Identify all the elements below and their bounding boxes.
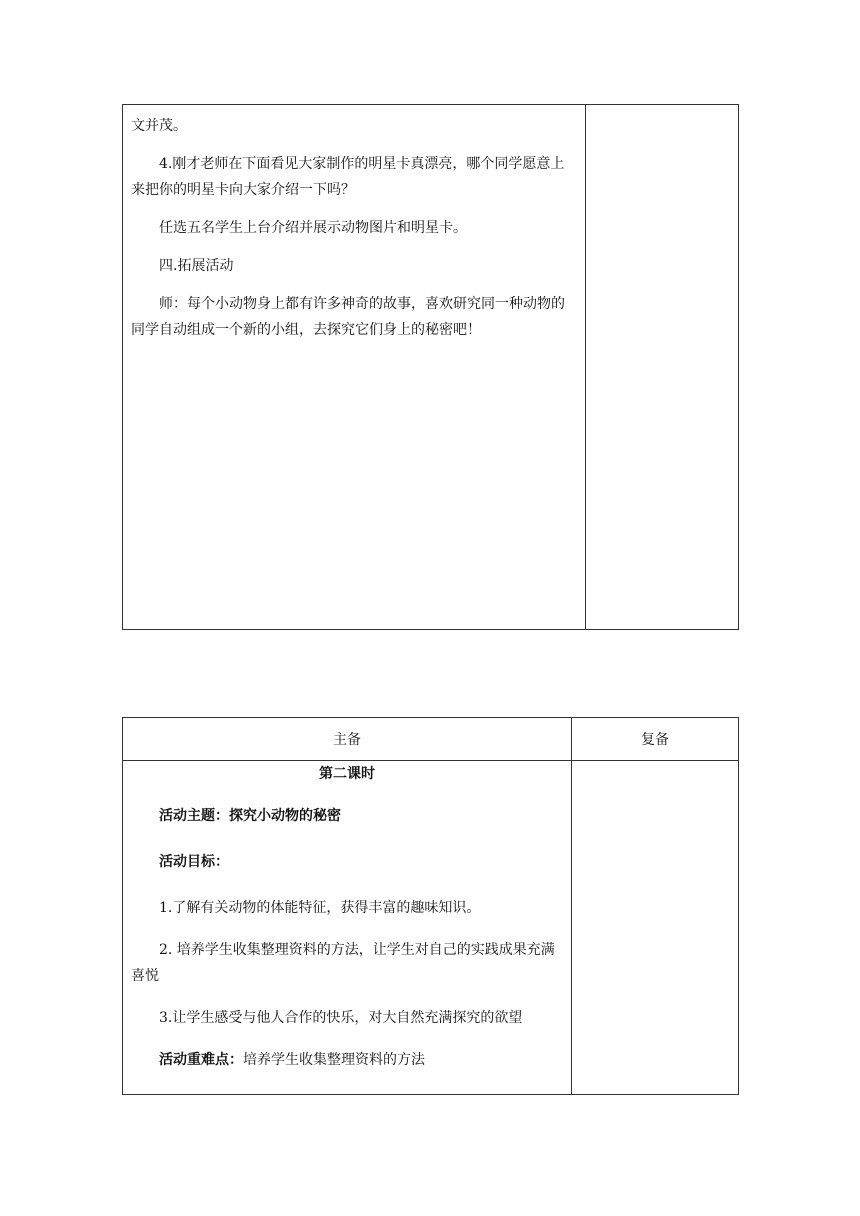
section-heading-extension: 四.拓展活动 xyxy=(159,258,234,274)
lesson-plan-table xyxy=(122,717,739,1095)
review-notes-cell xyxy=(586,105,739,630)
paragraph-teacher-remarks: 师：每个小动物身上都有许多神奇的故事，喜欢研究同一种动物的同学自动组成一个新的小组，去探究它们身上的秘密吧！ xyxy=(131,296,565,338)
key-point-text: 培养学生收集整理资料的方法 xyxy=(243,1052,425,1068)
header-review-preparer: 复备 xyxy=(572,718,739,761)
review-notes-cell xyxy=(572,761,739,1095)
main-content-cell xyxy=(123,761,572,1095)
activity-theme: 活动主题：探究小动物的秘密 xyxy=(159,808,341,824)
goal-item-1: 1.了解有关动物的体能特征，获得丰富的趣味知识。 xyxy=(159,900,481,916)
lesson-title: 第二课时 xyxy=(319,766,375,782)
paragraph-ending: 文并茂。 xyxy=(131,118,187,134)
header-main-preparer: 主备 xyxy=(123,718,572,761)
goal-item-2: 2. 培养学生收集整理资料的方法，让学生对自己的实践成果充满喜悦 xyxy=(131,942,555,984)
paragraph-students-present: 任选五名学生上台介绍并展示动物图片和明星卡。 xyxy=(159,220,467,236)
main-content-cell xyxy=(123,105,586,630)
activity-goals-label: 活动目标： xyxy=(159,854,229,870)
lesson-table-continued xyxy=(122,104,739,630)
key-point-line xyxy=(131,1047,563,1073)
goal-item-3: 3.让学生感受与他人合作的快乐，对大自然充满探究的欲望 xyxy=(159,1010,523,1026)
key-point-label: 活动重难点： xyxy=(159,1052,243,1068)
paragraph-star-card: 4.刚才老师在下面看见大家制作的明星卡真漂亮，哪个同学愿意上来把你的明星卡向大家介绍一下吗？ xyxy=(131,156,565,198)
